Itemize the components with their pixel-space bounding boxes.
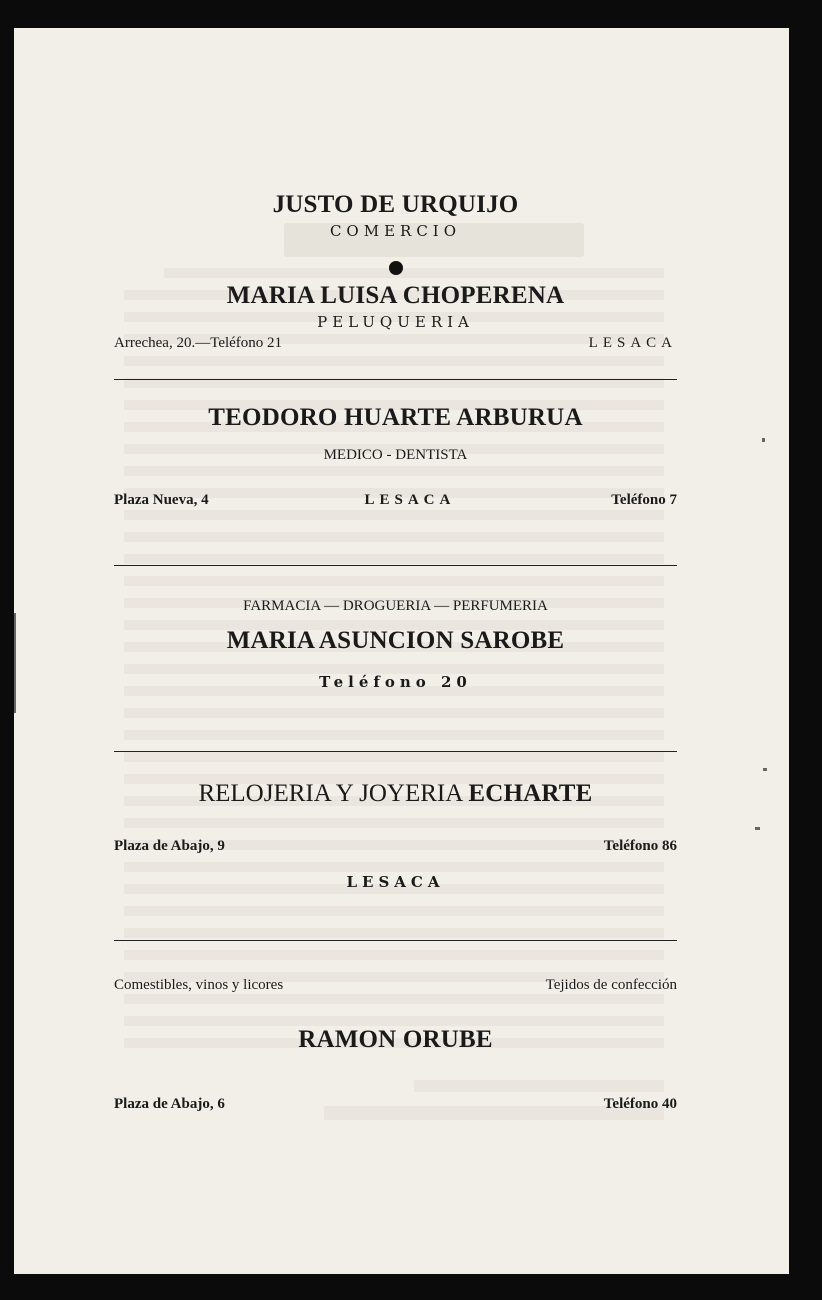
business-type: PELUQUERIA (317, 313, 474, 331)
address: Plaza Nueva, 4 (114, 492, 209, 508)
divider (114, 565, 677, 566)
separator-bullet (389, 261, 403, 275)
page-edge-mark (763, 768, 767, 771)
business-name: TEODORO HUARTE ARBURUA (208, 404, 583, 431)
business-name: RAMON ORUBE (298, 1026, 493, 1053)
ad-choperena (114, 282, 677, 352)
business-type: FARMACIA — DROGUERIA — PERFUMERIA (243, 598, 548, 614)
ad-sarobe (114, 598, 677, 691)
divider (114, 940, 677, 941)
contact-row (114, 492, 677, 509)
page (14, 28, 789, 1274)
business-name: MARIA LUISA CHOPERENA (226, 282, 565, 309)
address: Plaza de Abajo, 9 (114, 838, 225, 854)
ad-huarte (114, 404, 677, 509)
category-left: Comestibles, vinos y licores (114, 977, 284, 993)
business-type: COMERCIO (329, 222, 462, 240)
business-name: MARIA ASUNCION SAROBE (226, 627, 565, 654)
town: LESACA (588, 335, 677, 351)
contact-row (114, 838, 677, 855)
business-name-part: RELOJERIA Y JOYERIA (198, 780, 464, 807)
ad-orube (114, 977, 677, 1113)
divider (114, 379, 677, 380)
divider (114, 751, 677, 752)
business-name (114, 780, 677, 808)
page-edge-mark (755, 827, 760, 830)
phone: Teléfono 86 (603, 838, 677, 854)
address: Plaza de Abajo, 6 (114, 1096, 225, 1112)
page-edge-mark (14, 613, 16, 713)
business-type: MEDICO - DENTISTA (323, 447, 468, 463)
contact-row (114, 1096, 677, 1113)
town: LESACA (346, 873, 445, 891)
ad-urquijo (114, 191, 677, 240)
business-name: JUSTO DE URQUIJO (272, 191, 519, 218)
category-row (114, 977, 677, 994)
town: LESACA (364, 492, 456, 508)
category-right: Tejidos de confección (545, 977, 677, 993)
contact-row (114, 335, 677, 352)
phone: Teléfono 40 (603, 1096, 677, 1112)
phone: Teléfono 20 (319, 673, 472, 691)
business-name-emphasis: ECHARTE (468, 780, 593, 807)
address: Arrechea, 20.—Teléfono 21 (114, 335, 283, 351)
phone: Teléfono 7 (611, 492, 677, 508)
page-edge-mark (762, 438, 765, 442)
ad-echarte (114, 780, 677, 891)
